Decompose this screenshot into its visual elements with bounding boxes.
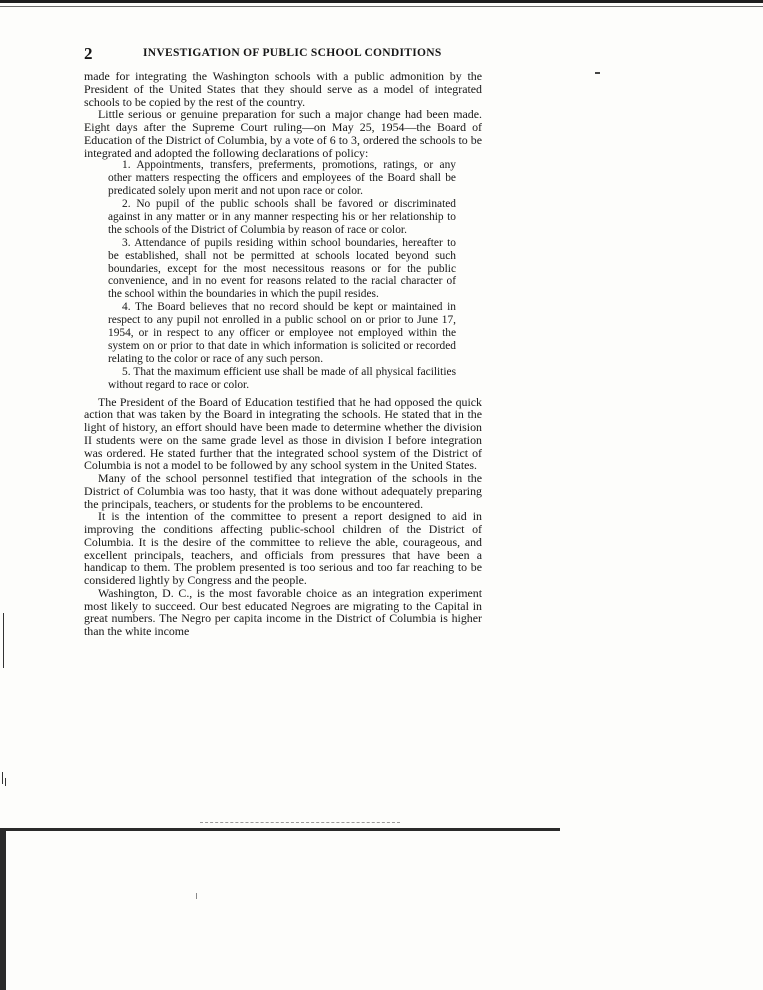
page-number: 2 (84, 44, 93, 63)
paragraph: The President of the Board of Education testified that he had opposed the quick action that was taken by the Board in integrating the schools. He stated that in the light of history, an effort should have been made to determine whether the division II students were on the same grade level as those in division I before integration was ordered. He stated further that the integrated school system of the District of Columbia is not a model to be followed by any school system in the United States. (84, 394, 482, 473)
policy-item: 2. No pupil of the public schools shall be favored or discriminated against in any matter or in any manner respecting his or her relationship to the schools of the District of Columbia by reason of race or color. (108, 197, 456, 236)
top-page-border (0, 0, 763, 3)
page-left-edge (0, 828, 6, 990)
scan-speck (196, 893, 197, 899)
paragraph: It is the intention of the committee to present a report designed to aid in improving the conditions affecting public-school children of the District of Columbia. It is the desire of the committee to relieve the able, courageous, and excellent principals, teachers, and officials from pressures that have been a handicap to them. The problem presented is too serious and too far reaching to be considered lightly by Congress and the people. (84, 509, 482, 588)
policy-item: 5. That the maximum efficient use shall be made of all physical facilities without regard to race or color. (108, 365, 456, 391)
policy-list (108, 159, 456, 391)
policy-item: 4. The Board believes that no record should be kept or maintained in respect to any pupil not enrolled in a public school on or prior to June 17, 1954, or in respect to any officer or employee not employed within the system on or prior to that date in which information is solicited or recorded relating to the color or race of any such person. (108, 301, 456, 365)
margin-mark (3, 613, 4, 668)
paragraph: made for integrating the Washington schools with a public admonition by the President of the United States that they should serve as a model of integrated schools to be copied by the rest of the country. (84, 69, 482, 109)
page-body (84, 70, 482, 638)
paragraph: Little serious or genuine preparation for such a major change had been made. Eight days after the Supreme Court ruling—on May 25, 1954—the Board of Education of the District of Columbia, by a vote of 6 to 3, ordered the schools to be integrated and adopted the following declarations of policy: (84, 107, 482, 160)
policy-item: 3. Attendance of pupils residing within school boundaries, hereafter to be established, shall not be permitted at schools located beyond such boundaries, except for the most necessitous reasons or for the public convenience, and in no event for reasons related to the racial character of the school within the boundaries in which the pupil resides. (108, 236, 456, 301)
paragraph: Washington, D. C., is the most favorable choice as an integration experiment most likely to succeed. Our best educated Negroes are migrating to the Capital in great numbers. The Negro per capita income in the District of Columbia is higher than the white income (84, 585, 482, 639)
policy-item: 1. Appointments, transfers, preferments, promotions, ratings, or any other matters respecting the officers and employees of the Board shall be predicated solely upon merit and not upon race or color. (108, 159, 456, 198)
stray-mark (595, 72, 600, 77)
running-head: INVESTIGATION OF PUBLIC SCHOOL CONDITIONS (143, 47, 442, 59)
paragraph: Many of the school personnel testified that integration of the schools in the District of Columbia was too hasty, that it was done without adequately preparing the principals, teachers, or students for the problems to be encountered. (84, 471, 482, 511)
scan-artifact-line (200, 822, 400, 824)
margin-mark (5, 778, 6, 786)
top-page-border-thin (0, 6, 763, 7)
page-bottom-edge (0, 828, 560, 839)
margin-mark (2, 772, 3, 784)
